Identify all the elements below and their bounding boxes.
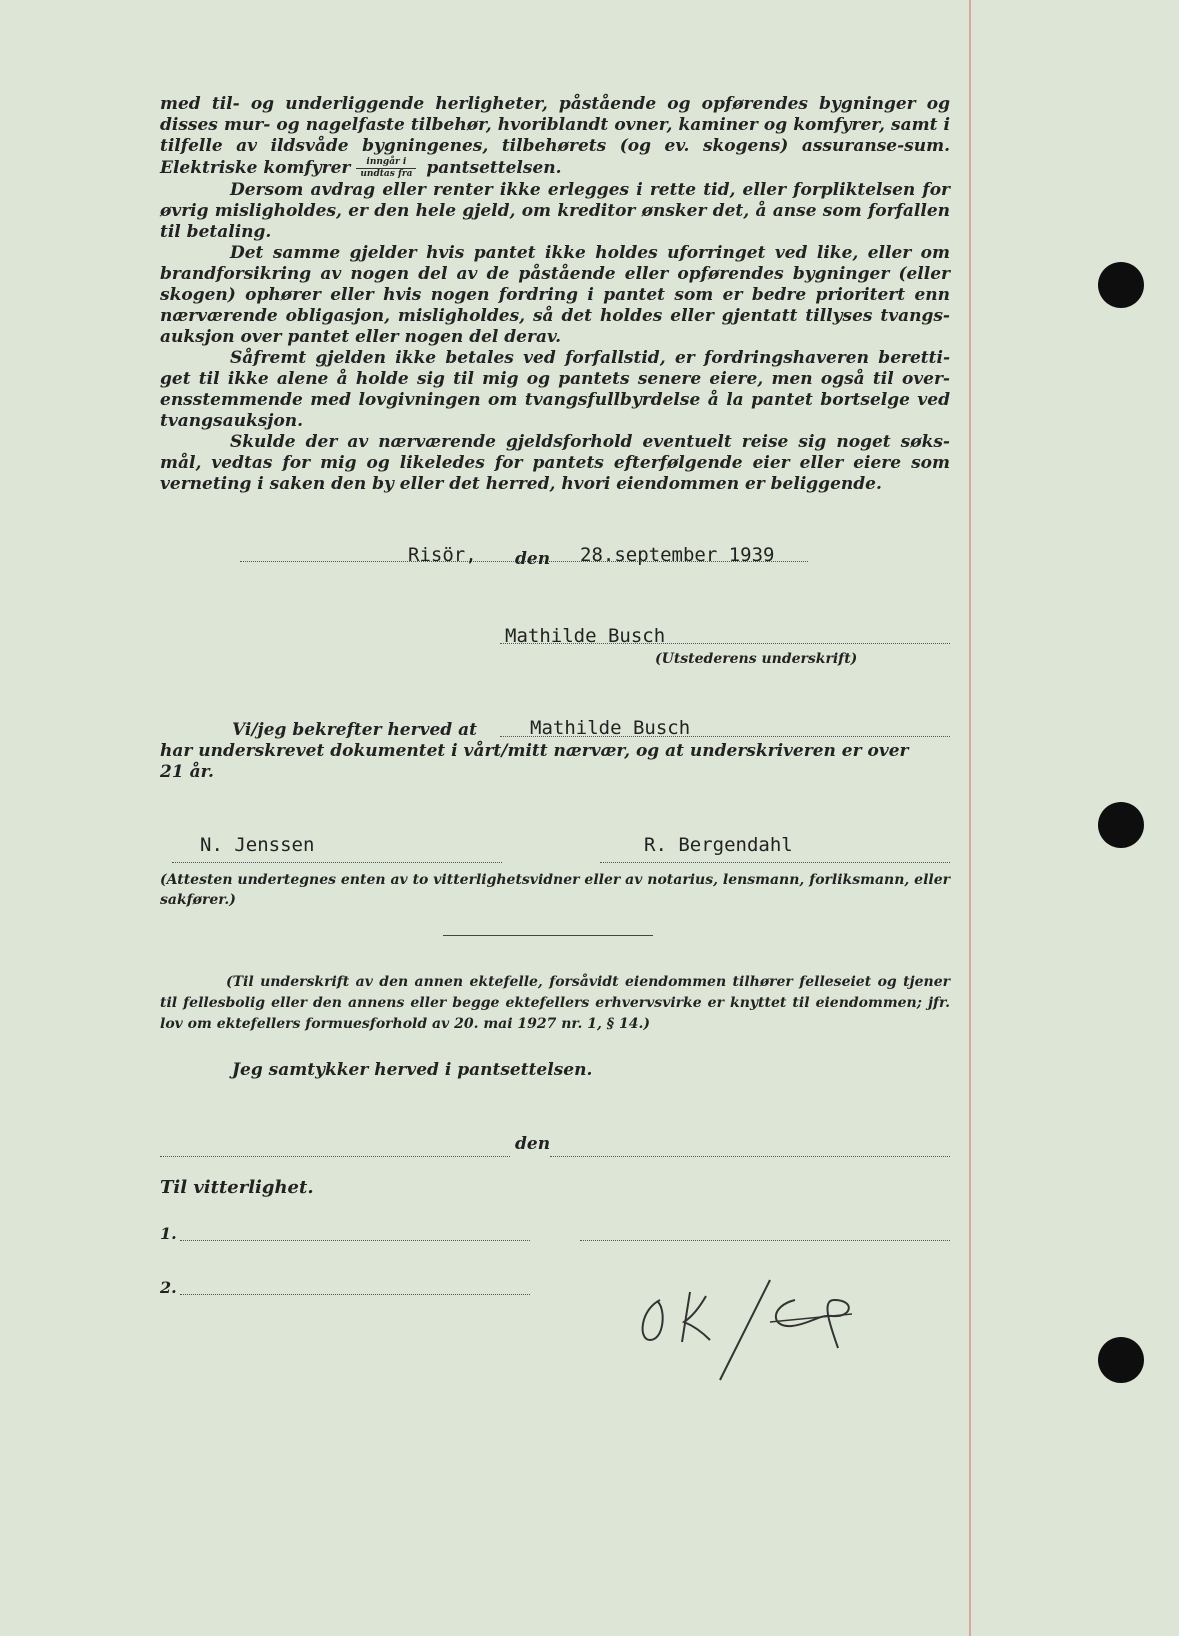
confirm-line-3: 21 år. <box>160 762 214 782</box>
paragraph-3: Det samme gjelder hvis pantet ikke holdes uforringet ved like, eller om brandforsikring av nogen del av de påstående eller opførendes bygninger (eller skogen) ophører eller hvis nogen fordring i pantet som er bedre prioritert enn nærværende obligasjon, misligholdes, så det holdes eller gjentatt tillyses tvangs-auksjon over pantet eller nogen del derav. <box>160 243 950 347</box>
consent-place-line <box>160 1156 510 1157</box>
den-label: den <box>515 549 551 569</box>
paragraph-4: Såfremt gjelden ikke betales ved forfallstid, er fordringshaveren beretti-get til ikke alene å holde sig til mig og pantets senere eiere, men også til over-ensstemmende med lovgivningen om tvangsfullbyrdelse å la pantet bortselge ved tvangsauksjon. <box>160 348 950 431</box>
attest-note: (Attesten undertegnes enten av to vitterlighetsvidner eller av notarius, lensmann, forliksmann, eller sakfører.) <box>160 872 950 908</box>
place-value: Risör, <box>408 544 477 566</box>
witness-1-signature: N. Jenssen <box>200 834 315 856</box>
date-value: 28.september 1939 <box>580 544 775 566</box>
fraction-denominator: undtas fra <box>360 169 413 179</box>
body-text <box>160 94 950 495</box>
consent-date-line <box>550 1156 950 1157</box>
witness-number-1: 1. <box>160 1224 177 1243</box>
confirm-name: Mathilde Busch <box>530 717 691 739</box>
margin-line <box>969 0 971 1636</box>
paragraph-1 <box>160 94 950 180</box>
witness-line-1a <box>180 1240 530 1241</box>
paragraph-1-text: med til- og underliggende herligheter, påstående og opførendes bygninger og disses mur- og nagelfaste tilbehør, hvoriblandt ovner, kaminer og komfyrer, samt i tilfelle av ildsvåde bygningenes, tilbehørets (og ev. skogens) assuranse-sum. Elektriske komfyrer <box>160 94 950 178</box>
punch-hole <box>1098 802 1144 848</box>
punch-hole <box>1098 262 1144 308</box>
til-vitterlighet-heading: Til vitterlighet. <box>160 1177 314 1198</box>
fraction <box>356 157 416 180</box>
paragraph-2: Dersom avdrag eller renter ikke erlegges i rette tid, eller forpliktelsen for øvrig misligholdes, er den hele gjeld, om kreditor ønsker det, å anse som forfallen til betaling. <box>160 180 950 242</box>
witness-line-2 <box>180 1294 530 1295</box>
den-label-2: den <box>515 1134 551 1154</box>
witness-2-line <box>600 862 950 863</box>
punch-hole <box>1098 1337 1144 1383</box>
spouse-note: (Til underskrift av den annen ektefelle, forsåvidt eiendommen tilhører felleseiet og tjener til fellesbolig eller den annens eller begge ektefellers erhvervsvirke er knyttet til eiendommen; jfr. lov om ektefellers formuesforhold av 20. mai 1927 nr. 1, § 14.) <box>160 974 950 1032</box>
paragraph-1-end: pantsettelsen. <box>426 158 562 178</box>
witness-2-signature: R. Bergendahl <box>644 834 793 856</box>
handwritten-initials <box>620 1270 900 1400</box>
witness-number-2: 2. <box>160 1278 177 1297</box>
issuer-signature: Mathilde Busch <box>505 625 666 647</box>
paragraph-5: Skulde der av nærværende gjeldsforhold eventuelt reise sig noget søks-mål, vedtas for mig og likeledes for pantets efterfølgende eier eller eiere som verneting i saken den by eller det herred, hvori eiendommen er beliggende. <box>160 432 950 494</box>
confirm-line-2: har underskrevet dokumentet i vårt/mitt nærvær, og at underskriveren er over <box>160 741 909 761</box>
witness-1-line <box>172 862 502 863</box>
fraction-numerator: inngår i <box>356 157 416 169</box>
issuer-caption: (Utstederens underskrift) <box>655 651 858 667</box>
confirm-prefix: Vi/jeg bekrefter herved at <box>232 720 477 740</box>
consent-text: Jeg samtykker herved i pantsettelsen. <box>232 1060 593 1080</box>
witness-line-1b <box>580 1240 950 1241</box>
separator-line <box>443 935 653 936</box>
